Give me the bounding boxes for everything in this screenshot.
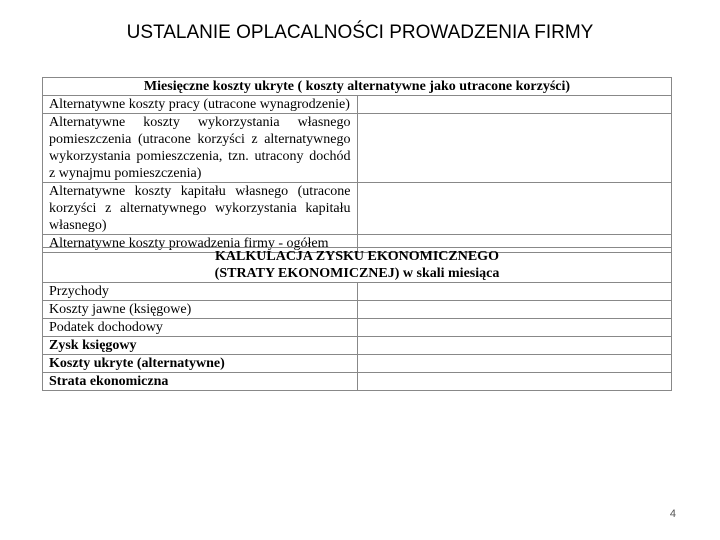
row-label: Alternatywne koszty kapitału własnego (utracone korzyści z alternatywnego wykorzystania kapitału własnego)	[43, 183, 358, 235]
row-label: Przychody	[43, 283, 358, 301]
table-header-row	[43, 78, 672, 96]
row-label: Alternatywne koszty wykorzystania własnego pomieszczenia (utracone korzyści z alternatywnego wykorzystania pomieszczenia, tzn. utracony dochód z wynajmu pomieszczenia)	[43, 114, 358, 183]
table-header-row	[43, 248, 672, 283]
row-label: Alternatywne koszty prowadzenia firmy - ogółem	[43, 235, 358, 253]
table-row	[43, 114, 672, 183]
row-label: Zysk księgowy	[43, 337, 358, 355]
row-label: Koszty ukryte (alternatywne)	[43, 355, 358, 373]
hidden-costs-table	[42, 77, 672, 253]
table-row	[43, 373, 672, 391]
table-row	[43, 319, 672, 337]
hidden-costs-header: Miesięczne koszty ukryte ( koszty alternatywne jako utracone korzyści)	[43, 78, 672, 96]
table-row	[43, 183, 672, 235]
value-cell	[357, 319, 672, 337]
slide-title: USTALANIE OPLACALNOŚCI PROWADZENIA FIRMY	[126, 22, 594, 43]
value-cell	[357, 355, 672, 373]
table-row	[43, 301, 672, 319]
page-number: 4	[669, 508, 676, 520]
table-row	[43, 283, 672, 301]
value-cell	[357, 373, 672, 391]
table-row	[43, 96, 672, 114]
value-cell	[357, 183, 672, 235]
header-line-1: KALKULACJA ZYSKU EKONOMICZNEGO	[215, 249, 499, 264]
table-row	[43, 337, 672, 355]
value-cell	[357, 337, 672, 355]
row-label: Koszty jawne (księgowe)	[43, 301, 358, 319]
value-cell	[357, 96, 672, 114]
value-cell	[357, 114, 672, 183]
economic-profit-header	[43, 248, 672, 283]
value-cell	[357, 283, 672, 301]
row-label: Podatek dochodowy	[43, 319, 358, 337]
value-cell	[357, 301, 672, 319]
row-label: Alternatywne koszty pracy (utracone wynagrodzenie)	[43, 96, 358, 114]
economic-profit-table	[42, 247, 672, 391]
header-line-2: (STRATY EKONOMICZNEJ) w skali miesiąca	[214, 266, 500, 281]
table-row	[43, 355, 672, 373]
row-label: Strata ekonomiczna	[43, 373, 358, 391]
